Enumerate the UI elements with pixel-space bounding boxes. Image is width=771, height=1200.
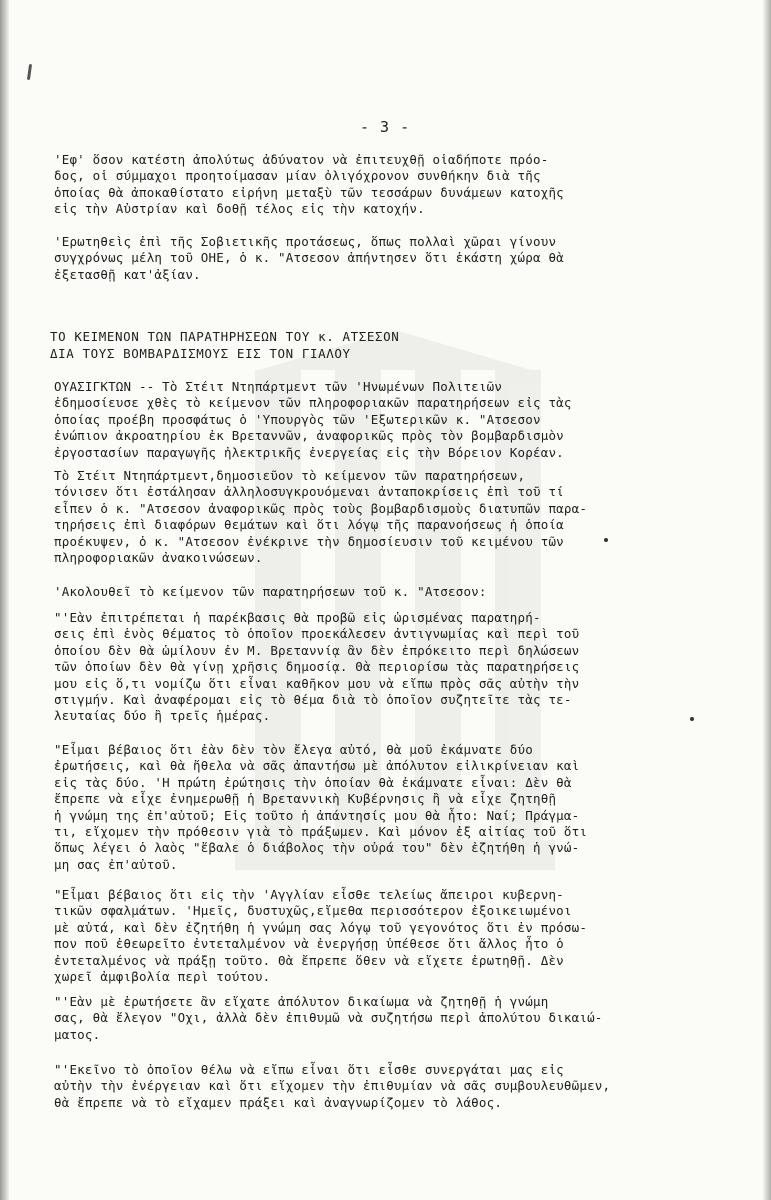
paragraph-state-department: Τὸ Στέιτ Ντηπάρτμεντ,δημοσιεῦον τὸ κείμενον τῶν παρατηρήσεων, τόνισεν ὅτι ἐστάλησαν ἀλληλοσυγκρουόμεναι ἀνταποκρίσεις ἐπὶ τοῦ τί εἶπεν ὁ κ. "Ατσεσον ἀναφορικῶς πρὸς τοὺς βομβαρδισμοὺς διατυπῶν παρα- τηρήσεις ἐπὶ διαφόρων θεμάτων καὶ ὅτι λόγῳ τῆς παρανοήσεως ἡ ὁποία προέκυψεν, ὁ κ. "Ατσεσον ἐνέκρινε τὴν δημοσίευσιν τοῦ κειμένου τῶν πληροφοριακῶν ἀνακοινώσεων. — [54, 468, 588, 566]
paragraph-follows: 'Ακολουθεῖ τὸ κείμενον τῶν παρατηρήσεων τοῦ κ. "Ατσεσον: — [54, 584, 487, 599]
paragraph-quote-1: "'Εὰν ἐπιτρέπεται ἡ παρέκβασις θὰ προβῶ εἰς ὡρισμένας παρατηρή- σεις ἐπὶ ἑνὸς θέματος τὸ ὁποῖον προεκάλεσεν ἀντιγνωμίας καὶ περὶ τοῦ ὁποίου δὲν θὰ ὡμίλουν ἐν Μ. Βρεταννίᾳ ἂν δὲν ἐπρόκειτο περὶ δηλώσεων τῶν ὁποίων δὲν θὰ γίνῃ χρῆσις δημοσίᾳ. Θὰ περιορίσω τὰς παρατηρήσεις μου εἰς ὅ,τι νομίζω ὅτι εἶναι καθῆκον μου νὰ εἴπω πρὸς σᾶς αὐτὴν τὴν στιγμήν. Καὶ ἀναφέρομαι εἰς τὸ θέμα διὰ τὸ ὁποῖον συζητεῖτε τὰς τε- λευταίας δύο ἢ τρεῖς ἡμέρας. — [54, 610, 580, 724]
section-heading: ΤΟ ΚΕΙΜΕΝΟΝ ΤΩΝ ΠΑΡΑΤΗΡΗΣΕΩΝ ΤΟΥ κ. ΑΤΣΕΣΟΝ ΔΙΑ ΤΟΥΣ ΒΟΜΒΑΡΔΙΣΜΟΥΣ ΕΙΣ ΤΟΝ ΓΙΑΛΟΥ — [50, 329, 400, 361]
ink-mark — [27, 64, 32, 80]
paragraph-quote-2: "Εἶμαι βέβαιος ὅτι ἐὰν δὲν τὸν ἔλεγα αὐτό, θὰ μοῦ ἐκάμνατε δύο ἐρωτήσεις, καὶ θὰ ἤθελα νὰ σᾶς ἀπαντήσω μὲ ἀπόλυτον εἰλικρίνειαν καὶ εἰς τὰς δύο. 'Η πρώτη ἐρώτησις τὴν ὁποίαν θὰ ἐκάμνατε εἶναι: Δὲν θὰ ἔπρεπε νὰ εἶχε ἐνημερωθῇ ἡ Βρεταννικὴ Κυβέρνησις ἢ νὰ εἶχε ζητηθῇ ἡ γνώμη της ἐπ'αὐτοῦ; Εἰς τοῦτο ἡ ἀπάντησίς μου θὰ ἦτο: Ναί; Πράγμα- τι, εἴχομεν τὴν πρόθεσιν γιὰ τὸ πράξωμεν. Καὶ μόνον ἐξ αἰτίας τοῦ ὅτι ὅπως λέγει ὁ λαὸς "ἔβαλε ὁ διάβολος τὴν οὐρά του" δὲν ἐζητήθη ἡ γνώ- μη σας ἐπ'αὐτοῦ. — [54, 742, 588, 872]
page-number: - 3 - — [360, 118, 411, 136]
paragraph-washington: ΟΥΑΣΙΓΚΤΩΝ -- Τὸ Στέιτ Ντηπάρτμεντ τῶν 'Ηνωμένων Πολιτειῶν ἐδημοσίευσε χθὲς τὸ κείμενον τῶν πληροφοριακῶν παρατηρήσεων εἰς τὰς ὁποίας προέβη προσφάτως ὁ 'Υπουργὸς τῶν 'Εξωτερικῶν κ. "Ατσεσον ἐνώπιον ἀκροατηρίου ἐκ Βρεταννῶν, ἀναφορικῶς πρὸς τὸν βομβαρδισμὸν ἐργοστασίων παραγωγῆς ἠλεκτρικῆς ἐνεργείας εἰς τὴν Βόρειον Κορέαν. — [54, 379, 572, 460]
paragraph-quote-4: "'Εὰν μὲ ἐρωτήσετε ἂν εἴχατε ἀπόλυτον δικαίωμα νὰ ζητηθῇ ἡ γνώμη σας, θὰ ἔλεγον "Οχι, ἀλλὰ δὲν ἐπιθυμῶ νὰ συζητήσω περὶ ἀπολύτου δικαιώ- ματος. — [54, 994, 603, 1042]
paragraph-quote-3: "Εἶμαι βέβαιος ὅτι εἰς τὴν 'Αγγλίαν εἶσθε τελείως ἄπειροι κυβερνη- τικῶν σφαλμάτων. 'Ημεῖς, δυστυχῶς,εἴμεθα περισσότερον ἐξοικειωμένοι μὲ αὐτά, καὶ δὲν ἐζητήθη ἡ γνώμη σας λόγῳ τοῦ γεγονότος ὅτι ἐν πρόσω- πον ποῦ ἐθεωρεῖτο ἐντεταλμένον νὰ ἐνεργήσῃ ὑπέθεσε ὅτι ἄλλος ἦτο ὁ ἐντεταλμένος νὰ πράξῃ τοῦτο. Θὰ ἔπρεπε ὅθεν νὰ εἴχετε ἐρωτηθῇ. Δὲν χωρεῖ ἀμφιβολία περὶ τούτου. — [54, 887, 588, 985]
paragraph-un-membership: 'Ερωτηθεὶς ἐπὶ τῆς Σοβιετικῆς προτάσεως, ὅπως πολλαὶ χῶραι γίνουν συγχρόνως μέλη τοῦ ΟΗΕ, ὁ κ. "Ατσεσον ἀπήντησεν ὅτι ἑκάστη χώρα θὰ ἐξετασθῇ κατ'ἀξίαν. — [54, 234, 564, 282]
page-right-shadow — [763, 0, 771, 1200]
paragraph-quote-5: "'Εκεῖνο τὸ ὁποῖον θέλω νὰ εἴπω εἶναι ὅτι εἶσθε συνεργάται μας εἰς αὐτὴν τὴν ἐνέργειαν καὶ ὅτι εἴχομεν τὴν ἐπιθυμίαν νὰ σᾶς συμβουλευθῶμεν, θὰ ἔπρεπε νὰ τὸ εἴχαμεν πράξει καὶ ἀναγνωρίζομεν τὸ λάθος. — [54, 1062, 611, 1110]
page-left-shadow — [0, 0, 9, 1200]
paragraph-treaty: 'Εφ' ὅσον κατέστη ἀπολύτως ἀδύνατον νὰ ἐπιτευχθῇ οἱαδήποτε πρόο- δος, οἱ σύμμαχοι προητοίμασαν μίαν ὀλιγόχρονον συνθήκην διὰ τῆς ὁποίας θὰ ἀποκαθίστατο εἰρήνη μεταξὺ τῶν τεσσάρων δυνάμεων κατοχῆς εἰς τὴν Αὐστρίαν καὶ δοθῇ τέλος εἰς τὴν κατοχήν. — [54, 152, 564, 217]
